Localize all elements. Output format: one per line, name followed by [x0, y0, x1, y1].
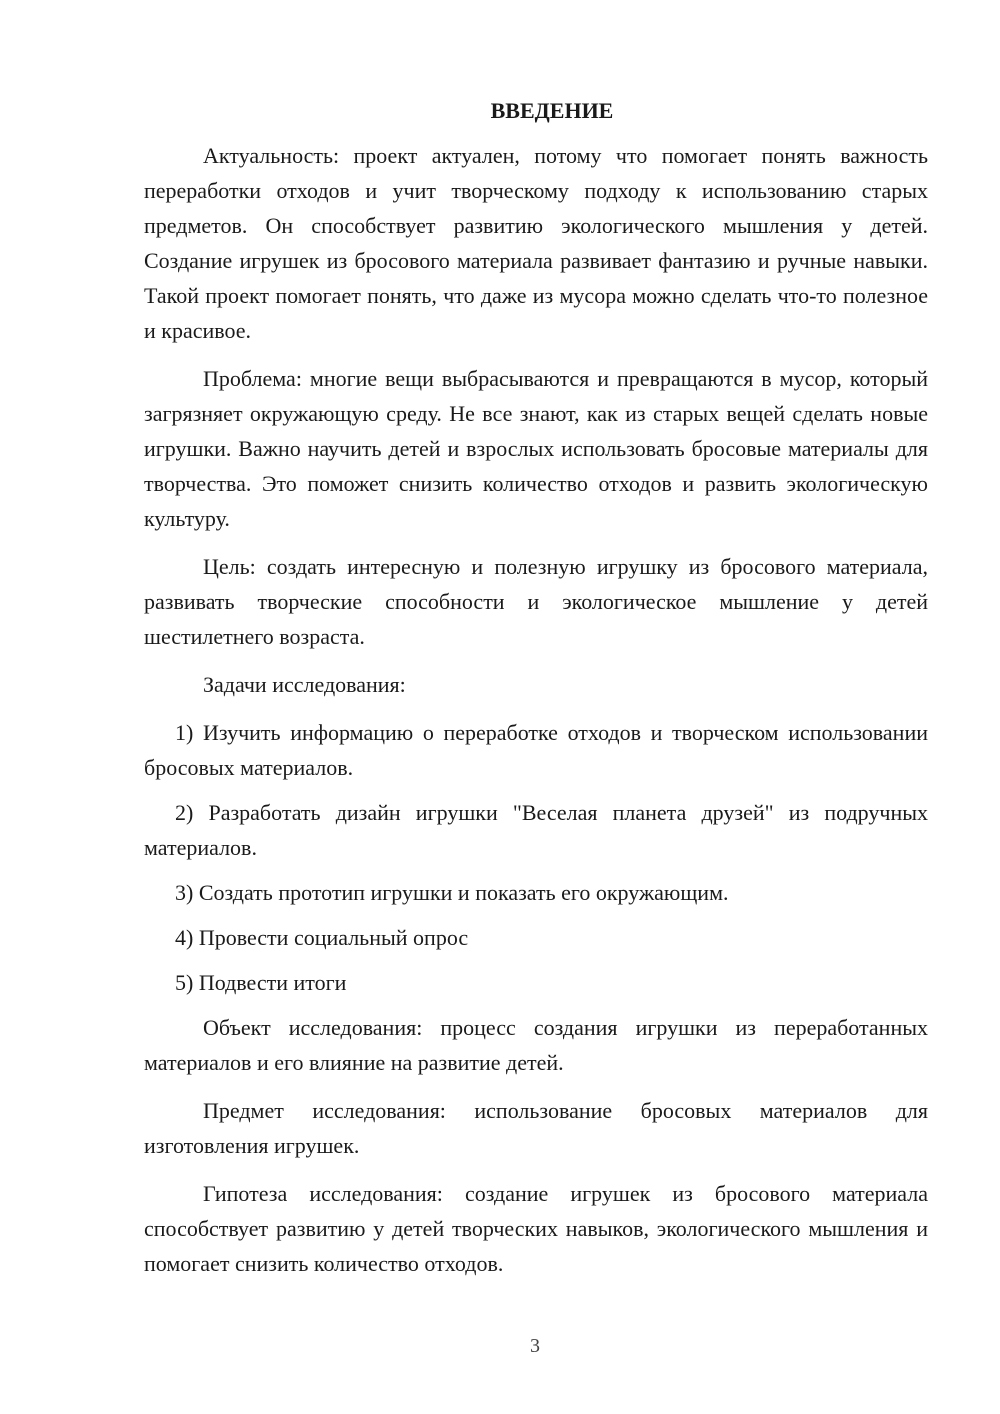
tasks-list — [144, 715, 928, 1000]
paragraph-hypothesis: Гипотеза исследования: создание игрушек из бросового материала способствует развитию у детей творческих навыков, экологического мышления и помогает снизить количество отходов. — [144, 1181, 928, 1276]
list-item: 3) Создать прототип игрушки и показать его окружающим. — [175, 880, 729, 905]
paragraph-tasks-heading: Задачи исследования: — [203, 672, 406, 697]
page-title: ВВЕДЕНИЕ — [490, 98, 614, 123]
list-item: 2) Разработать дизайн игрушки "Веселая планета друзей" из подручных материалов. — [144, 800, 928, 860]
list-item: 4) Провести социальный опрос — [175, 925, 469, 950]
paragraph-relevance: Актуальность: проект актуален, потому что помогает понять важность переработки отходов и учит творческому подходу к использованию старых предметов. Он способствует развитию экологического мышления у детей. Создание игрушек из бросового материала развивает фантазию и ручные навыки. Такой проект помогает понять, что даже из мусора можно сделать что-то полезное и красивое. — [144, 143, 928, 343]
paragraph-goal: Цель: создать интересную и полезную игрушку из бросового материала, развивать творческие способности и экологическое мышление у детей шестилетнего возраста. — [144, 554, 928, 649]
list-item: 5) Подвести итоги — [175, 970, 347, 995]
paragraph-problem: Проблема: многие вещи выбрасываются и превращаются в мусор, который загрязняет окружающую среду. Не все знают, как из старых вещей сделать новые игрушки. Важно научить детей и взрослых использовать бросовые материалы для творчества. Это поможет снизить количество отходов и развить экологическую культуру. — [144, 366, 928, 531]
document-page — [144, 96, 928, 1294]
page-number: 3 — [530, 1335, 540, 1357]
list-item: 1) Изучить информацию о переработке отходов и творческом использовании бросовых материалов. — [144, 720, 928, 780]
paragraph-object: Объект исследования: процесс создания игрушки из переработанных материалов и его влияние на развитие детей. — [144, 1015, 928, 1075]
paragraph-subject: Предмет исследования: использование бросовых материалов для изготовления игрушек. — [144, 1098, 928, 1158]
